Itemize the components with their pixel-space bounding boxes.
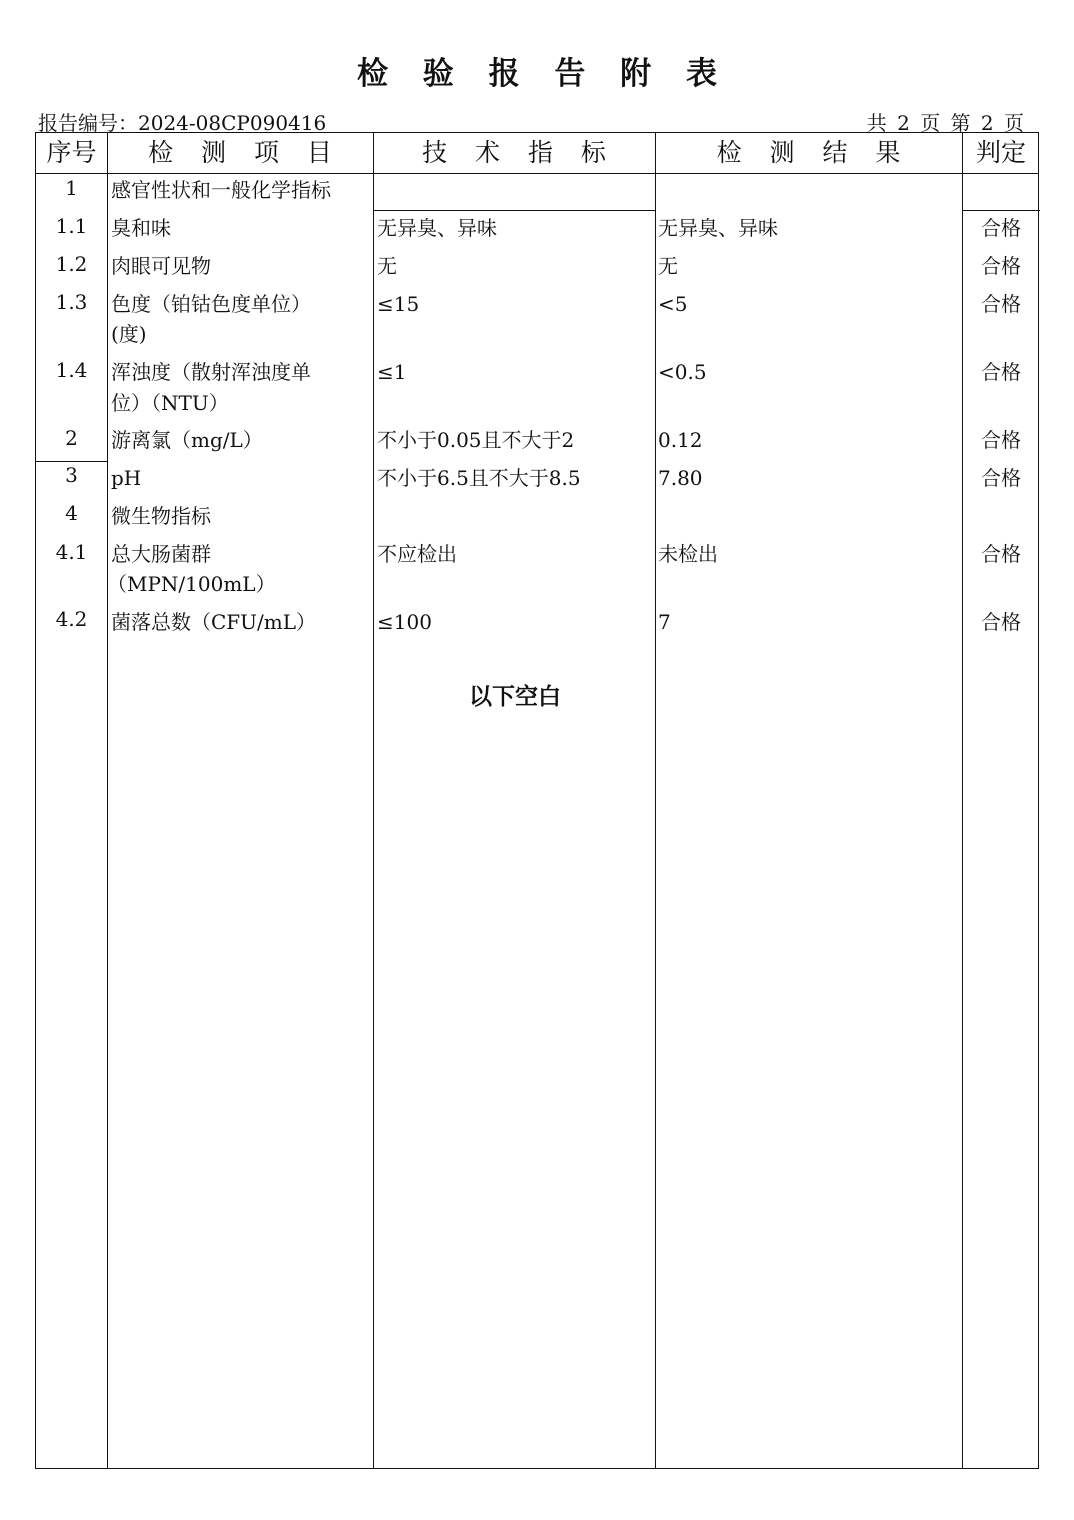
row-item-line2: 位）（NTU）: [111, 391, 229, 415]
row-result: 无: [658, 254, 678, 278]
row-divider: [373, 210, 655, 211]
row-judgment: 合格: [981, 428, 1021, 452]
row-item: 肉眼可见物: [111, 254, 211, 278]
column-divider: [962, 133, 963, 1468]
row-result: <0.5: [658, 360, 707, 384]
row-result: 7.80: [658, 466, 703, 490]
column-divider: [655, 133, 656, 1468]
row-no: 4.1: [55, 540, 88, 564]
row-item: 感官性状和一般化学指标: [111, 178, 331, 202]
results-table: [35, 132, 1039, 1469]
header-judgment: 判定: [975, 138, 1026, 167]
row-result: 无异臭、异味: [658, 216, 778, 240]
row-requirement: 不应检出: [377, 542, 457, 566]
row-no: 1.4: [55, 358, 88, 382]
row-judgment: 合格: [981, 542, 1021, 566]
row-divider: [962, 210, 1040, 211]
row-no: 1: [65, 176, 78, 200]
row-judgment: 合格: [981, 254, 1021, 278]
row-requirement: 不小于6.5且不大于8.5: [377, 466, 581, 490]
row-judgment: 合格: [981, 466, 1021, 490]
page-info: 共 2 页 第 2 页: [866, 111, 1024, 135]
report-title: 检 验 报 告 附 表: [357, 56, 729, 92]
row-judgment: 合格: [981, 216, 1021, 240]
row-no: 1.2: [55, 252, 88, 276]
row-result: <5: [658, 292, 688, 316]
column-divider: [373, 133, 374, 1468]
row-result: 7: [658, 610, 671, 634]
header-requirement: 技 术 指 标: [422, 138, 616, 167]
row-item: pH: [111, 466, 142, 490]
row-item: 浑浊度（散射浑浊度单: [111, 360, 311, 384]
row-item: 微生物指标: [111, 504, 211, 528]
blank-below-note: 以下空白: [469, 684, 561, 710]
row-no: 4.2: [55, 607, 88, 631]
row-item-line2: (度): [111, 322, 147, 346]
column-divider: [107, 133, 108, 1468]
row-no: 4: [65, 501, 78, 525]
row-no: 1.1: [55, 214, 88, 238]
row-result: 0.12: [658, 428, 703, 452]
row-no: 3: [65, 463, 78, 487]
row-requirement: ≤15: [377, 292, 420, 316]
row-no: 1.3: [55, 290, 88, 314]
row-item: 臭和味: [111, 216, 171, 240]
row-judgment: 合格: [981, 292, 1021, 316]
row-requirement: 无异臭、异味: [377, 216, 497, 240]
row-judgment: 合格: [981, 610, 1021, 634]
row-requirement: 无: [377, 254, 397, 278]
row-item-line2: （MPN/100mL）: [107, 572, 276, 596]
header-result: 检 测 结 果: [716, 138, 911, 167]
row-result: 未检出: [658, 542, 718, 566]
row-no: 2: [65, 426, 78, 450]
row-item: 菌落总数（CFU/mL）: [111, 610, 317, 634]
row-requirement: ≤100: [377, 610, 432, 634]
row-judgment: 合格: [981, 360, 1021, 384]
row-item: 总大肠菌群: [111, 542, 211, 566]
row-item: 色度（铂钴色度单位）: [111, 292, 311, 316]
report-number: 报告编号：2024-08CP090416: [38, 111, 327, 135]
header-item: 检 测 项 目: [148, 138, 342, 167]
row-requirement: ≤1: [377, 360, 407, 384]
row-requirement: 不小于0.05且不大于2: [377, 428, 575, 452]
header-divider: [36, 173, 1038, 174]
header-no: 序号: [46, 138, 97, 167]
row-item: 游离氯（mg/L）: [111, 428, 263, 452]
